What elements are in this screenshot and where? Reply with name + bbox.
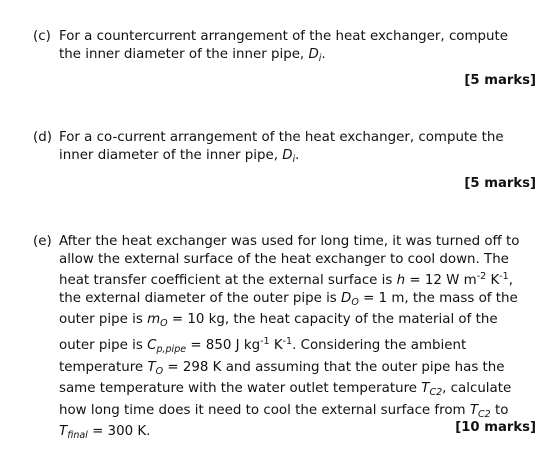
question-label: (c) [33,29,51,44]
question-text-part: For a co-current arrangement of the heat exchanger, compute the inner diameter of the inner pipe, [59,130,504,163]
variable-symbol: T [421,381,430,397]
unit-text: K [486,273,500,289]
variable-subscript: C2 [478,408,491,420]
variable-subscript: O [155,365,164,377]
marks-e: [10 marks] [455,420,536,435]
variable-subscript: C2 [429,387,443,399]
exponent: -1 [282,335,293,347]
variable-subscript: O [351,296,359,308]
variable-symbol: h [396,273,406,289]
question-text-part: . [321,46,326,62]
question-e [33,233,528,445]
question-text-part: = 850 J kg [186,337,261,353]
variable-subscript: O [160,318,168,330]
question-text-part: to [490,402,509,418]
variable-symbol: T [59,424,68,440]
question-text [59,28,528,67]
question-text-part: = 1 m, the mass of the outer pipe is [59,290,518,328]
variable-symbol: T [147,359,156,375]
variable-symbol: T [469,402,479,418]
question-text-part: After the heat exchanger was used for long time, it was turned off to allow the external surface of the heat exchanger to cool down. The heat transfer coefficient at the external surface is [59,234,520,289]
question-text-part: = 298 K and assuming that the outer pipe has the same temperature with the water outlet temperature [59,359,505,397]
question-text [59,233,528,445]
question-text-part: . [295,147,300,163]
question-c [33,28,528,67]
question-text-part: = 12 W m [405,273,477,289]
unit-text: K [269,337,283,353]
question-label: (e) [33,234,52,249]
variable-subscript: i [292,153,296,165]
question-text-part: , calculate how long time does it need to cool the external surface from [59,381,512,418]
marks-d: [5 marks] [464,176,536,191]
question-text-part: = 10 kg, the heat capacity of the material of the outer pipe is [59,312,498,353]
question-text-part: For a countercurrent arrangement of the heat exchanger, compute the inner diameter of the inner pipe, [59,29,509,62]
variable-subscript: p,pipe [156,343,187,355]
question-label: (d) [33,130,52,145]
exponent: -1 [499,271,509,283]
exponent: -1 [260,335,270,347]
variable-subscript: final [67,430,88,442]
variable-symbol: D [341,290,352,306]
question-text-part: . Considering the ambient temperature [59,337,467,375]
question-text [59,129,528,168]
variable-symbol: D [282,147,293,163]
exponent: -2 [476,271,487,283]
question-d [33,129,528,168]
variable-symbol: D [308,46,319,62]
question-text-part: = 300 K. [87,424,151,440]
variable-symbol: C [147,337,157,353]
question-text-part: , the external diameter of the outer pipe is [59,273,513,306]
variable-subscript: i [318,52,322,64]
marks-c: [5 marks] [464,73,536,88]
variable-symbol: m [147,312,161,328]
